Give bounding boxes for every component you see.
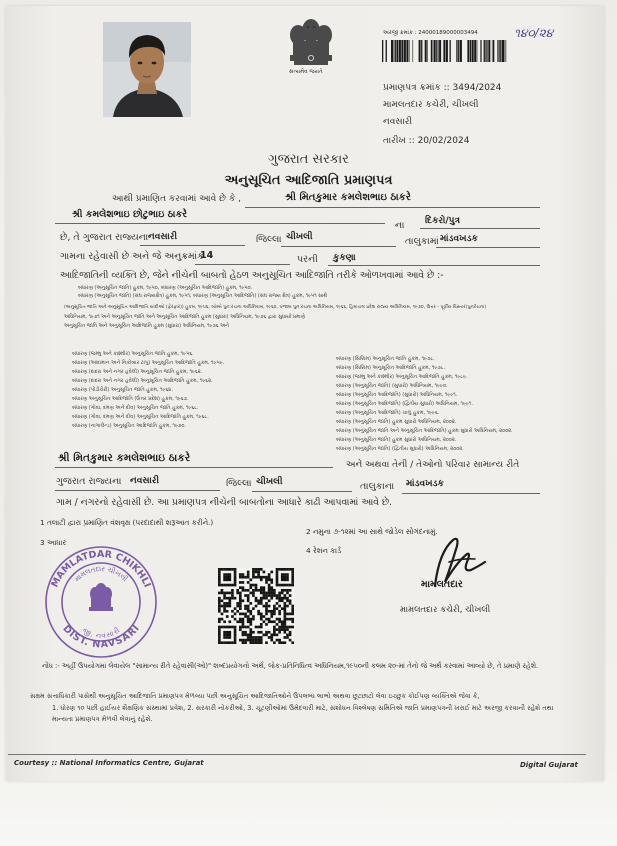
certify-prefix: આથી પ્રમાણિત કરવામાં આવે છે કે , (112, 194, 241, 204)
issuing-office: મામલતદાર કચેરી, ચીખલી (383, 100, 479, 110)
field-underline (402, 493, 540, 494)
order-left-item: બંધારણ (નાગાલેન્ડ) અનુસૂચિત આદિજાતિ હુકમ, ૧૯૭૦. (72, 423, 186, 429)
order-line: (અનુસૂચિત જાતિ અને અનુસૂચિત આદિજાતિ યાદીઓ (ફેરફાર)) હુકમ, ૧૯૫૬, બોમ્બે પુનઃરચના અધિનિયમ, ૧૯૬૦, પંજાબ પુનઃરચના અધિનિયમ, ૧૯૬૬, હિમાચલ પ્રદેશ રાજ્ય અધિનિયમ, ૧૯૭૦, ઉત્તર - પૂર્વીય વિસ્તાર(પુનર્રચના) (64, 305, 487, 310)
mamlatdar-office-stamp (40, 542, 162, 660)
order-right-item: બંધારણ (અનુસૂચિત જાતિ) (દ્વિતીય સુધારો) અધિનિયમ, ૨૦૦૨. (336, 446, 464, 452)
basis-sentence: ગામ / નગરનો રહેવાસી છે. આ પ્રમાણપત્ર નીચેની બાબતોના આધારે કાઢી આપવામાં આવે છે. (56, 497, 392, 508)
issue-date: તારીખ :: 20/02/2024 (383, 136, 470, 146)
national-emblem-icon (284, 17, 338, 71)
state-prefix: છે, તે ગુજરાત રાજ્યના (60, 232, 149, 243)
taluka-word: તાલુકામાં (405, 236, 439, 247)
field-underline (281, 246, 396, 247)
order-left-item: બંધારણ (પોંડીચેરી) અનુસૂચિત જાતિ હુકમ, ૧૯૬૪. (72, 387, 173, 393)
order-right-item: બંધારણ (સિક્કિમ) અનુસૂચિત જાતિ હુકમ, ૧૯૭૮. (336, 356, 435, 362)
field-underline (245, 207, 540, 208)
field-underline (436, 247, 540, 248)
residence-district: નવસારી (130, 476, 160, 486)
order-left-item: બંધારણ અનુસૂચિત આદિજાતિ (ઉત્તર પ્રદેશ) હુકમ, ૧૯૬૭. (72, 396, 189, 402)
note-text: નોંધ :- અહીં ઉપયોગમાં લેવાયેલ "સામાન્ય રીતે રહેવાસી(ઓ)" શબ્દપ્રયોગનો અર્થ, લોક-પ્રતિનિધિત્વ અધિનિયમ,૧૯૫૦ની કલમ ૨૦-માં તેનો જે અર્થ કરવામાં આવ્યો છે, તે પ્રમાણે રહેશે. (42, 662, 539, 670)
serial-number: 14 (200, 250, 214, 261)
resident-prefix: ગામના રહેવાસી છે અને જે અનુક્રમાંક (60, 251, 204, 262)
residence-person-name: શ્રી મિતકુમાર કમલેશભાઇ ઠાકરે (58, 452, 191, 464)
field-underline (328, 265, 540, 266)
father-name: શ્રી કમલેશભાઇ છોટુભાઇ ઠાકરે (72, 209, 188, 220)
order-line: અનુસૂચિત જાતિ અને અનુસૂચિત આદિજાતિ હુકમ (સુધારા) અધિનિયમ, ૧૯૭૬ અને (64, 323, 229, 329)
issuing-district: નવસારી (383, 117, 413, 127)
document-item: 1 તલાટી દ્વારા પ્રમાણિત વંશવૃક્ષ (પરદાદાથી શરૂઆત કરીને.) (40, 518, 214, 527)
signatory-office: મામલતદાર કચેરી, ચીખલી (400, 605, 491, 615)
document-item: 4 રેશન કાર્ડ (306, 546, 342, 555)
residence-district-word: જિલ્લા (226, 478, 252, 489)
certificate-number: પ્રમાણપત્ર ક્રમાંક :: 3494/2024 (383, 83, 502, 93)
order-left-item: બંધારણ (આંદામાન અને નિકોબાર ટાપુ) અનુસૂચિત આદિજાતિ હુકમ, ૧૯૫૯. (72, 360, 225, 366)
handwritten-reference: ૧૪૦/૨૪ (514, 26, 554, 40)
order-right-item: બંધારણ (અનુસૂચિત આદિજાતિ) (સુધારો) અધિનિયમ, ૧૯૯૧. (336, 392, 458, 398)
residence-taluka: ચીખલી (256, 477, 283, 487)
certificate-title: અનુસૂચિત આદિજાતિ પ્રમાણપત્ર (224, 173, 393, 188)
order-left-item: બંધારણ (ગોવા, દમણ અને દીવ) અનુસૂચિત જાતિ હુકમ, ૧૯૬૮. (72, 405, 199, 411)
order-left-item: બંધારણ (દાદરા અને નગર હવેલી) અનુસૂચિત જાતિ હુકમ, ૧૯૬૨. (72, 369, 203, 375)
order-right-item: બંધારણ (અનુસૂચિત આદિજાતિ) (દ્વિતીય સુધારો) અધિનિયમ, ૧૯૯૧. (336, 401, 473, 407)
tribe-value: કુકણા (333, 253, 356, 263)
village-value: માંડવખડક (440, 234, 478, 244)
person-name: શ્રી મિતકુમાર કમલેશભાઇ ઠાકરે (285, 192, 411, 203)
order-line: બંધારણ (અનુસૂચિત જાતિ) (સંઘ રાજ્યક્ષેત્ર) હુકમ, ૧૯૫૧, બંધારણ (અનુસૂચિત આદિજાતિ) (સંઘ રાજ્ય ક્ષેત્ર) હુકમ, ૧૯૫૧ સાથે (78, 293, 328, 299)
order-right-item: બંધારણ (અનુસૂચિત આદિજાતિ) ચાલુ હુકમ, ૧૯૯૬. (336, 410, 440, 416)
district-word: જિલ્લા (256, 234, 282, 245)
order-right-item: બંધારણ (અનુસૂચિત જાતિ) હુકમ સુધારો અધિનિયમ, ૨૦૦૨. (336, 437, 457, 443)
applicant-photo (103, 22, 191, 117)
field-underline (252, 491, 352, 492)
residence-village: માંડવખડક (406, 479, 444, 489)
field-underline (55, 467, 333, 468)
field-underline (55, 490, 220, 491)
rules-intro: સક્ષમ સત્તાધિકારી પાસેથી અનુસૂચિત આદિજાતિ પ્રમાણપત્ર મેળવ્યા પછી અનુસૂચિત આદિજાતિઓને ઉપલબ્ધ લાભો અથવા છૂટછાટો લેવા ઇચ્છુક કોઈપણ વ્યક્તિએ જેવા કે, (30, 692, 480, 700)
district-value: નવસારી (148, 232, 178, 242)
order-right-item: બંધારણ (અનુસૂચિત જાતિ) હુકમ સુધારો અધિનિયમ, ૨૦૦૨. (336, 419, 457, 425)
residence-state-prefix: ગુજરાત રાજ્યના (56, 476, 122, 487)
application-number: અરજી ક્રમાંક : 24000189000003494 (383, 30, 478, 36)
taluka-value: ચીખલી (286, 232, 313, 242)
order-right-item: બંધારણ (સિક્કિમ) અનુસૂચિત આદિજાતિ હુકમ, ૧૯૭૮. (336, 365, 446, 371)
order-right-item: બંધારણ (જમ્મુ અને કાશ્મીર) અનુસૂચિત આદિજાતિ હુકમ, ૧૯૮૯. (336, 374, 468, 380)
government-title: ગુજરાત સરકાર (268, 152, 349, 167)
svg-text:DIST. NAVSARI (60, 623, 141, 650)
order-left-item: બંધારણ (જમ્મુ અને કાશ્મીર) અનુસૂચિત જાતિ હુકમ, ૧૯૫૬. (72, 351, 194, 357)
order-line: બંધારણ (અનુસૂચિત જાતિ) હુકમ, ૧૯૫૦, બંધારણ (અનુસૂચિત આદિજાતિ) હુકમ, ૧૯૫૦. (78, 285, 253, 291)
document-item: 2 નમુના ૭-૧૨માં આ સાથે જોડેલ સોગંદનામું. (306, 527, 438, 536)
family-text: અને અથવા તેની / તેઓનો પરિવાર સામાન્ય રીતે (346, 460, 520, 470)
field-underline (195, 264, 290, 265)
footer-brand: Digital Gujarat (520, 761, 578, 769)
footer-divider (8, 754, 586, 755)
stamp-inner-bottom-text: જી. નવસારી (81, 626, 122, 640)
order-left-item: બંધારણ (દાદરા અને નગર હવેલી) અનુસૂચિત આદિજાતિ હુકમ, ૧૯૬૨. (72, 378, 213, 384)
tribe-sentence: આદિજાતિની વ્યક્તિ છે, જેને નીચેની બાબતો હેઠળ અનુસૂચિત આદિજાતિ તરીકે ઓળખવામાં આવે છે :- (60, 270, 444, 281)
stamp-outer-top-text: MAMLATDAR CHIKHLI (49, 548, 153, 590)
order-right-item: બંધારણ (અનુસૂચિત જાતિ અને અનુસૂચિત આદિજાતિ) હુકમ સુધારો અધિનિયમ, ૨૦૦૨. (336, 428, 513, 434)
of-word: ના (395, 220, 405, 231)
emblem-motto: સત્યમેવ જયતે (289, 69, 323, 75)
signatory-title: મામલતદાર (421, 579, 463, 590)
residence-taluka-word: તાલુકાના (360, 481, 395, 492)
stamp-emblem-icon (89, 583, 113, 611)
barcode (382, 40, 510, 62)
on-word: પરની (297, 254, 318, 265)
document-item: 3 આધાર (40, 538, 67, 547)
field-underline (140, 245, 245, 246)
order-line: અધિનિયમ, ૧૯૭૧ અને અનુસૂચિત જાતિ અને અનુસૂચિત આદિજાતિ હુકમ (સુધારા) અધિનિયમ, ૧૯૭૬ દ્વારા સુધાર્યા પ્રમાણે (64, 314, 306, 320)
order-right-item: બંધારણ (અનુસૂચિત જાતિ) (સુધારો) અધિનિયમ, ૧૯૯૦. (336, 383, 448, 389)
verification-qr-code (218, 568, 294, 644)
stamp-outer-bottom-text: DIST. NAVSARI (60, 623, 142, 651)
field-underline (420, 228, 540, 229)
field-underline (55, 223, 385, 224)
stamp-inner-top-text: મામલતદાર ચીખલી (73, 564, 129, 584)
relation: દિકરો/પુત્ર (425, 216, 460, 226)
order-left-item: બંધારણ (ગોવા, દમણ અને દીવ) અનુસૂચિત આદિજાતિ હુકમ, ૧૯૬૮. (72, 414, 209, 420)
footer-courtesy: Courtesy :: National Informatics Centre, Gujarat (14, 759, 204, 767)
rules-items: 1. ધોરણ ૧૦ પછી હાઈયર શૈક્ષણિક સંસ્થામાં પ્રવેશ, 2. સરકારી નોકરીઓ, 3. ચૂંટણીઓમાં ઉમેદવારી માટે, સંશોધન વિશ્લેષણ સમિતિએ જાતિ પ્રમાણપત્રની ખરાઈ માટે અરજી કરવાની રહેશે તથા માન્યતા પ્રમાણપત્ર મેળવી લેવાનું રહેશે. (52, 704, 554, 723)
